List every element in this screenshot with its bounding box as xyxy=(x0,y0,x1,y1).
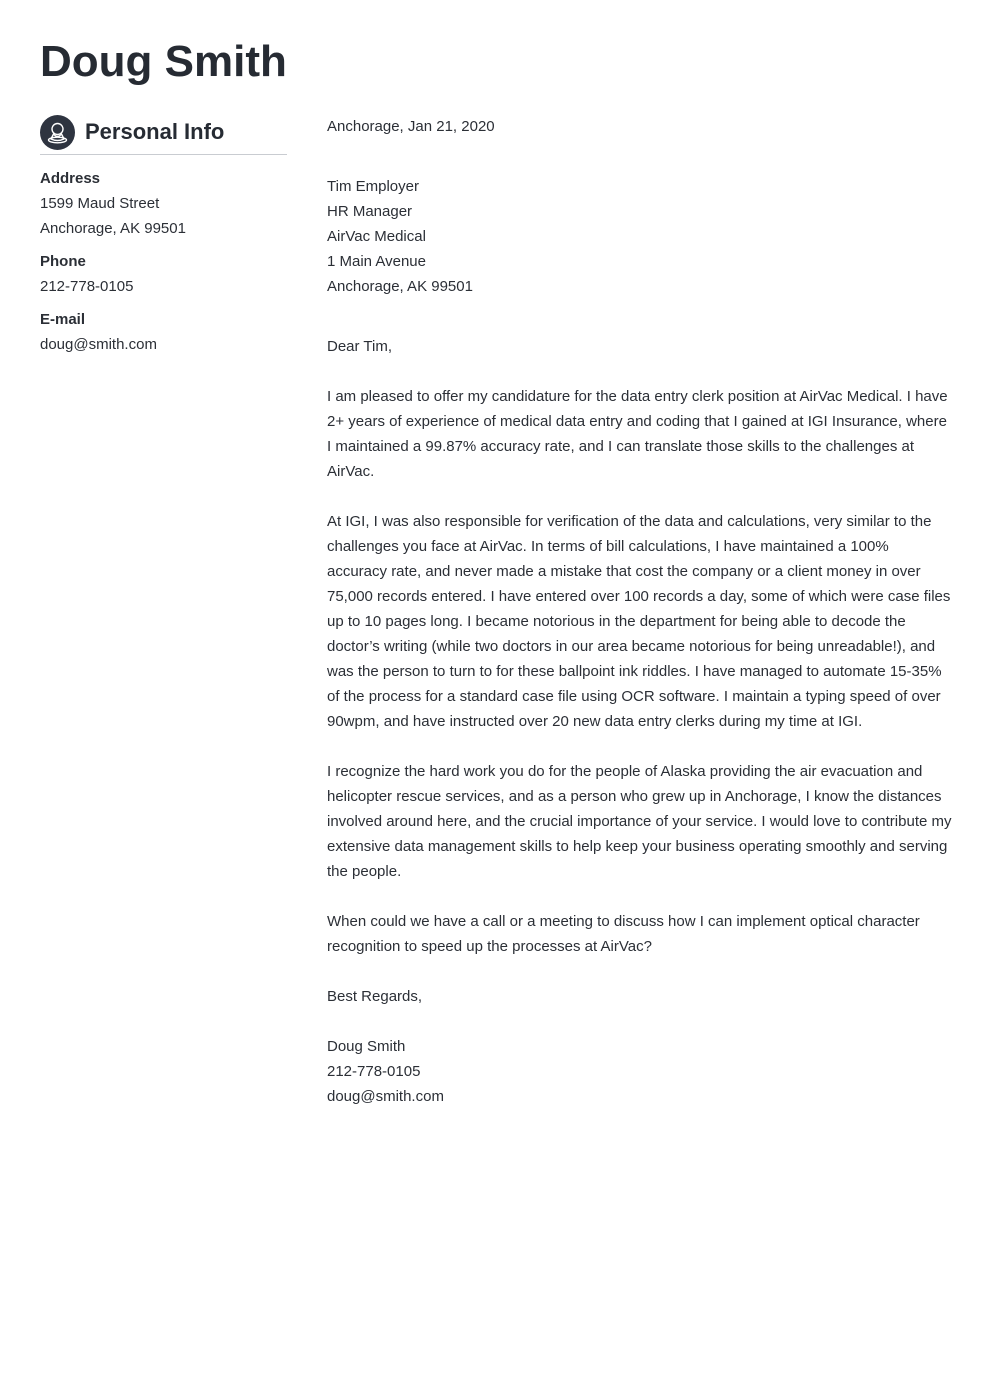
email-value: doug@smith.com xyxy=(40,336,157,353)
signature-block xyxy=(327,1034,952,1109)
recipient-title: HR Manager xyxy=(327,203,413,220)
address-block xyxy=(40,166,287,241)
user-icon xyxy=(40,115,75,150)
personal-info-header xyxy=(40,114,287,155)
letter-date-line: Anchorage, Jan 21, 2020 xyxy=(327,118,495,135)
email-label: E-mail xyxy=(40,311,86,328)
personal-info-sidebar xyxy=(40,114,287,357)
address-line-1: 1599 Maud Street xyxy=(40,195,160,212)
email-block xyxy=(40,307,287,357)
signature-email: doug@smith.com xyxy=(327,1088,444,1105)
recipient-street: 1 Main Avenue xyxy=(327,253,426,270)
closing: Best Regards, xyxy=(327,988,423,1005)
personal-info-title: Personal Info xyxy=(85,119,225,144)
phone-block xyxy=(40,249,287,299)
address-line-2: Anchorage, AK 99501 xyxy=(40,220,186,237)
address-label: Address xyxy=(40,170,101,187)
phone-value: 212-778-0105 xyxy=(40,278,134,295)
letter-paragraph-1: I am pleased to offer my candidature for the data entry clerk position at AirVac Medical. I have 2+ years of experience of medical data entry and coding that I gained at IGI Insurance, where I maintained a 99.87% accuracy rate, and I can translate those skills to the challenges at AirVac. xyxy=(327,388,948,480)
recipient-company: AirVac Medical xyxy=(327,228,426,245)
phone-label: Phone xyxy=(40,253,86,270)
letter-paragraph-4: When could we have a call or a meeting to discuss how I can implement optical character recognition to speed up the processes at AirVac? xyxy=(327,913,920,955)
letter-paragraph-3: I recognize the hard work you do for the people of Alaska providing the air evacuation and helicopter rescue services, and as a person who grew up in Anchorage, I know the distances involved around here, and the crucial importance of your service. I would love to contribute my extensive data management skills to help keep your business operating smoothly and serving the people. xyxy=(327,763,952,880)
applicant-name: Doug Smith xyxy=(40,37,287,86)
signature-name: Doug Smith xyxy=(327,1038,406,1055)
recipient-block xyxy=(327,174,952,299)
recipient-name: Tim Employer xyxy=(327,178,419,195)
cover-letter-body xyxy=(327,114,952,1109)
recipient-city: Anchorage, AK 99501 xyxy=(327,278,473,295)
letter-paragraph-2: At IGI, I was also responsible for verification of the data and calculations, very similar to the challenges you face at AirVac. In terms of bill calculations, I have maintained a 100% accuracy rate, and never made a mistake that cost the company or a client money in over 75,000 records entered. I have entered over 100 records a day, some of which were case files up to 10 pages long. I became notorious in the department for being able to decode the doctor’s writing (while two doctors in our area became notorious for being unreadable!), and was the person to turn to for these ballpoint ink riddles. I have managed to automate 15-35% of the process for a standard case file using OCR software. I maintain a typing speed of over 90wpm, and have instructed over 20 new data entry clerks during my time at IGI. xyxy=(327,513,951,730)
signature-phone: 212-778-0105 xyxy=(327,1063,421,1080)
salutation: Dear Tim, xyxy=(327,338,393,355)
